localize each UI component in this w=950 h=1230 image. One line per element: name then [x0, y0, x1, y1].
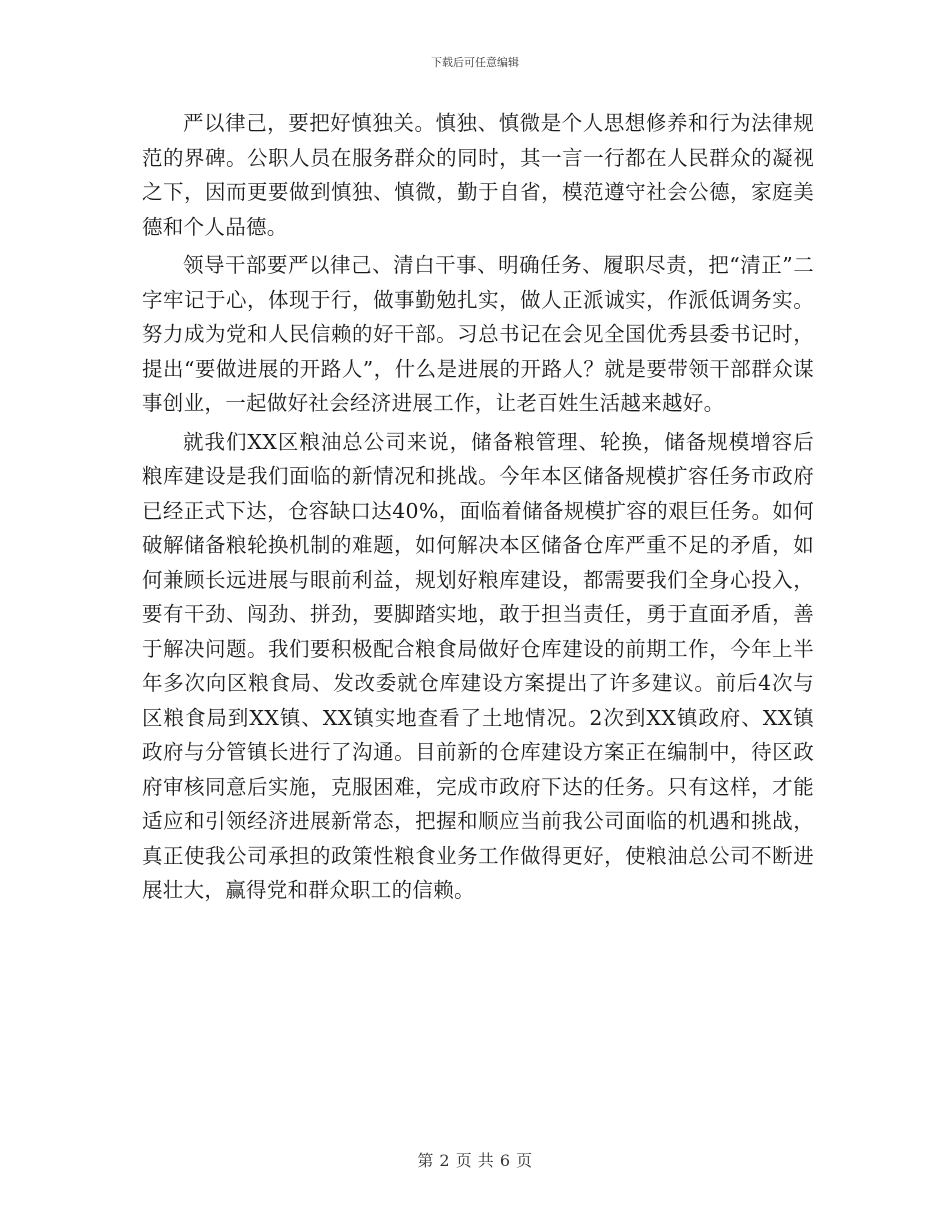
page-number-footer: 第 2 页 共 6 页 [417, 1151, 533, 1170]
paragraph-1: 严以律己，要把好慎独关。慎独、慎微是个人思想修养和行为法律规范的界碑。公职人员在服务群众的同时，其一言一行都在人民群众的凝视之下，因而更要做到慎独、慎微，勤于自省，模范遵守社会公德，家庭美德和个人品德。 [142, 111, 814, 239]
paragraph-2: 领导干部要严以律己、清白干事、明确任务、履职尽责，把“清正”二字牢记于心，体现于行，做事勤勉扎实，做人正派诚实，作派低调务实。努力成为党和人民信赖的好干部。习总书记在会见全国优秀县委书记时，提出“要做进展的开路人”，什么是进展的开路人？就是要带领干部群众谋事创业，一起做好社会经济进展工作，让老百姓生活越来越好。 [142, 253, 814, 415]
page-header: 下载后可任意编辑 [431, 56, 519, 69]
document-body [142, 106, 814, 912]
paragraph-3: 就我们XX区粮油总公司来说，储备粮管理、轮换，储备规模增容后粮库建设是我们面临的新情况和挑战。今年本区储备规模扩容任务市政府已经正式下达，仓容缺口达40%，面临着储备规模扩容的艰巨任务。如何破解储备粮轮换机制的难题，如何解决本区储备仓库严重不足的矛盾，如何兼顾长远进展与眼前利益，规划好粮库建设，都需要我们全身心投入，要有干劲、闯劲、拼劲，要脚踏实地，敢于担当责任，勇于直面矛盾，善于解决问题。我们要积极配合粮食局做好仓库建设的前期工作，今年上半年多次向区粮食局、发改委就仓库建设方案提出了许多建议。前后4次与区粮食局到XX镇、XX镇实地查看了土地情况。2次到XX镇政府、XX镇政府与分管镇长进行了沟通。目前新的仓库建设方案正在编制中，待区政府审核同意后实施，克服困难，完成市政府下达的任务。只有这样，才能适应和引领经济进展新常态，把握和顺应当前我公司面临的机遇和挑战，真正使我公司承担的政策性粮食业务工作做得更好，使粮油总公司不断进展壮大，赢得党和群众职工的信赖。 [142, 429, 814, 902]
